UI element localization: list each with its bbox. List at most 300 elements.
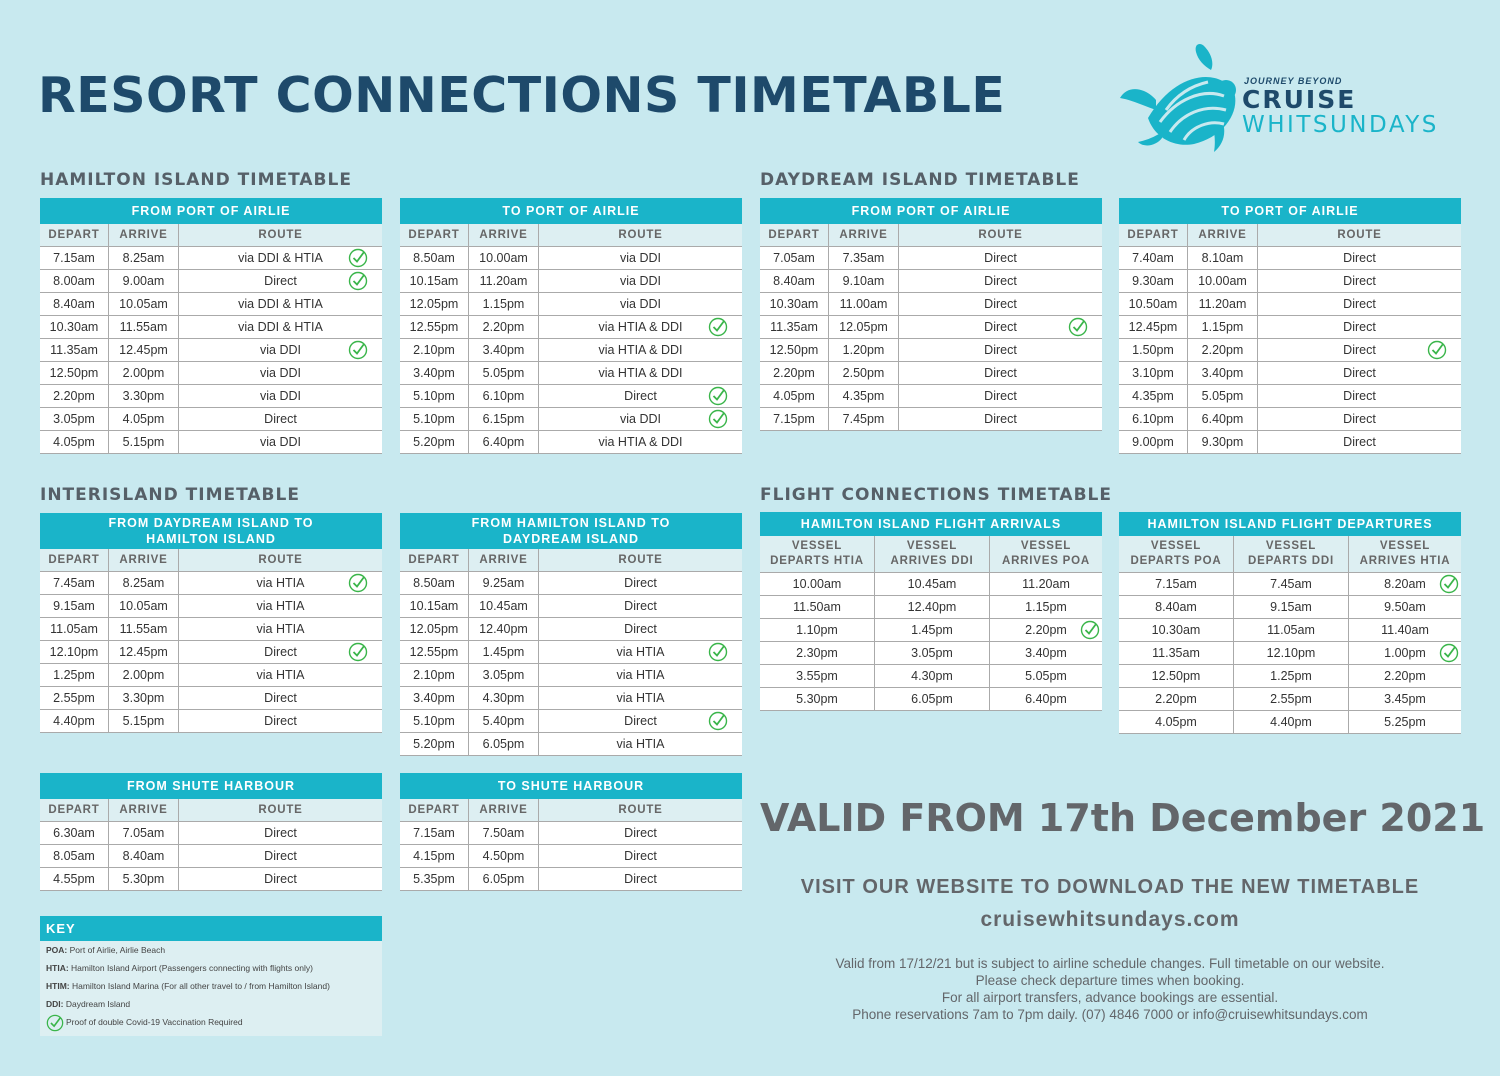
col-line: VESSEL	[1379, 540, 1431, 552]
depart-cell: 10.15am	[400, 595, 469, 617]
table-row	[400, 710, 742, 733]
column-header-row	[1119, 536, 1461, 573]
route-cell	[179, 431, 382, 453]
table-row	[400, 339, 742, 362]
route-text: via HTIA & DDI	[598, 320, 683, 334]
key-abbr: POA:	[46, 945, 68, 955]
route-text: Direct	[264, 826, 297, 840]
arrive-cell: 6.10pm	[469, 385, 539, 407]
website-link[interactable]: cruisewhitsundays.com	[980, 908, 1240, 931]
route-cell	[539, 247, 742, 269]
notes	[760, 955, 1460, 1023]
column-header-row	[400, 224, 742, 247]
table-row	[40, 362, 382, 385]
col-arrive: ARRIVE	[829, 224, 899, 246]
route-text: Direct	[624, 849, 657, 863]
note-line: Phone reservations 7am to 7pm daily. (07) 4846 7000 or info@cruisewhitsundays.com	[852, 1007, 1368, 1022]
route-cell	[539, 710, 742, 732]
route-text: Direct	[984, 251, 1017, 265]
depart-cell: 8.05am	[40, 845, 109, 867]
check-icon	[46, 1014, 64, 1032]
check-icon	[1439, 643, 1459, 663]
table-row	[1119, 247, 1461, 270]
time-text: 1.00pm	[1384, 646, 1426, 660]
arrive-cell: 6.15pm	[469, 408, 539, 430]
table-row	[760, 573, 1102, 596]
check-icon	[708, 711, 728, 731]
time-text: 1.15pm	[1025, 600, 1067, 614]
time-cell	[990, 573, 1102, 595]
route-cell	[539, 385, 742, 407]
depart-cell: 12.50pm	[760, 339, 829, 361]
depart-cell: 8.40am	[40, 293, 109, 315]
col-line: ARRIVES DDI	[890, 555, 974, 567]
route-text: Direct	[984, 297, 1017, 311]
time-cell	[990, 596, 1102, 618]
route-text: via HTIA	[616, 737, 665, 751]
arrive-cell: 4.50pm	[469, 845, 539, 867]
depart-cell: 12.55pm	[400, 316, 469, 338]
route-cell	[539, 845, 742, 867]
time-cell: 11.50am	[760, 596, 875, 618]
route-cell	[539, 362, 742, 384]
key-desc: Port of Airlie, Airlie Beach	[69, 945, 166, 955]
route-text: via HTIA & DDI	[598, 366, 683, 380]
flight-table	[1119, 512, 1461, 734]
time-text: 2.20pm	[1384, 669, 1426, 683]
check-icon	[348, 573, 368, 593]
table-row	[400, 408, 742, 431]
time-text: 3.40pm	[1025, 646, 1067, 660]
table-row	[40, 822, 382, 845]
table-title	[760, 512, 1102, 536]
arrive-cell: 2.50pm	[829, 362, 899, 384]
key-desc: Hamilton Island Marina (For all other travel to / from Hamilton Island)	[71, 981, 330, 991]
table-row	[760, 270, 1102, 293]
arrive-cell: 5.05pm	[1188, 385, 1258, 407]
depart-cell: 7.05am	[760, 247, 829, 269]
route-cell	[899, 247, 1102, 269]
arrive-cell: 8.25am	[109, 247, 179, 269]
arrive-cell: 8.40am	[109, 845, 179, 867]
table-row	[1119, 665, 1461, 688]
table-title	[1119, 512, 1461, 536]
valid-from: VALID FROM 17th December 2021	[760, 796, 1486, 840]
table-row	[760, 642, 1102, 665]
route-cell	[899, 339, 1102, 361]
arrive-cell: 2.20pm	[1188, 339, 1258, 361]
route-cell	[179, 293, 382, 315]
time-cell	[990, 619, 1102, 641]
note-line: Please check departure times when booking.	[975, 973, 1245, 988]
table-row	[40, 572, 382, 595]
arrive-cell: 9.10am	[829, 270, 899, 292]
time-cell	[990, 642, 1102, 664]
arrive-cell: 3.30pm	[109, 385, 179, 407]
time-cell: 7.45am	[1234, 573, 1349, 595]
route-cell	[1258, 316, 1461, 338]
logo-brand: CRUISE	[1242, 85, 1357, 114]
table-row	[40, 408, 382, 431]
col-route: ROUTE	[978, 228, 1023, 241]
depart-cell: 5.35pm	[400, 868, 469, 890]
column-header-row	[400, 549, 742, 572]
depart-cell: 11.05am	[40, 618, 109, 640]
route-text: Direct	[1343, 412, 1376, 426]
table-row	[760, 408, 1102, 431]
section-daydream: DAYDREAM ISLAND TIMETABLE	[760, 170, 1080, 190]
route-cell	[179, 618, 382, 640]
route-text: via DDI	[260, 389, 301, 403]
route-cell	[179, 687, 382, 709]
arrive-cell: 12.40pm	[469, 618, 539, 640]
col-line: VESSEL	[1020, 540, 1072, 552]
depart-cell: 3.05pm	[40, 408, 109, 430]
table-row	[400, 845, 742, 868]
route-cell	[179, 385, 382, 407]
table-row	[1119, 711, 1461, 734]
time-cell: 10.00am	[760, 573, 875, 595]
depart-cell: 6.30am	[40, 822, 109, 844]
key-item	[40, 941, 382, 959]
route-text: Direct	[1343, 343, 1376, 357]
table-row	[1119, 408, 1461, 431]
depart-cell: 12.55pm	[400, 641, 469, 663]
col-depart: DEPART	[400, 224, 469, 246]
table-title	[1119, 198, 1461, 224]
time-text: 11.20am	[1022, 577, 1070, 591]
depart-cell: 5.10pm	[400, 408, 469, 430]
table-row	[400, 316, 742, 339]
time-cell	[990, 665, 1102, 687]
table-row	[40, 868, 382, 891]
arrive-cell: 2.00pm	[109, 664, 179, 686]
check-icon	[708, 642, 728, 662]
table-row	[40, 687, 382, 710]
column-header-row	[400, 799, 742, 822]
arrive-cell: 5.30pm	[109, 868, 179, 890]
route-text: Direct	[264, 872, 297, 886]
table-title-line: TO SHUTE HARBOUR	[497, 779, 645, 793]
table-title	[400, 513, 742, 549]
col-line: VESSEL	[1150, 540, 1202, 552]
check-icon	[708, 317, 728, 337]
route-text: via HTIA	[256, 599, 305, 613]
table-title	[400, 773, 742, 799]
time-cell	[1349, 573, 1461, 595]
route-text: via DDI & HTIA	[238, 320, 323, 334]
table-row	[40, 618, 382, 641]
route-text: via DDI	[620, 412, 661, 426]
time-cell: 12.50pm	[1119, 665, 1234, 687]
table-row	[400, 733, 742, 756]
flight-col-header	[1349, 536, 1461, 572]
col-line: DEPARTS HTIA	[770, 555, 864, 567]
arrive-cell: 5.40pm	[469, 710, 539, 732]
depart-cell: 7.40am	[1119, 247, 1188, 269]
table-row	[400, 687, 742, 710]
route-text: Direct	[1343, 389, 1376, 403]
arrive-cell: 1.15pm	[1188, 316, 1258, 338]
time-cell: 6.05pm	[875, 688, 990, 710]
route-cell	[539, 868, 742, 890]
col-route: ROUTE	[618, 553, 663, 566]
col-route: ROUTE	[258, 803, 303, 816]
check-icon	[1068, 317, 1088, 337]
check-icon	[348, 271, 368, 291]
arrive-cell: 7.35am	[829, 247, 899, 269]
arrive-cell: 6.05pm	[469, 733, 539, 755]
arrive-cell: 11.55am	[109, 316, 179, 338]
depart-cell: 3.10pm	[1119, 362, 1188, 384]
arrive-cell: 1.15pm	[469, 293, 539, 315]
col-arrive: ARRIVE	[1188, 224, 1258, 246]
table-row	[400, 293, 742, 316]
route-text: via HTIA	[616, 691, 665, 705]
timetable	[400, 513, 742, 756]
time-text: 9.50am	[1384, 600, 1426, 614]
route-cell	[899, 362, 1102, 384]
route-text: Direct	[624, 872, 657, 886]
table-row	[1119, 293, 1461, 316]
time-text: 6.40pm	[1025, 692, 1067, 706]
arrive-cell: 4.30pm	[469, 687, 539, 709]
route-text: via HTIA	[256, 622, 305, 636]
time-cell: 1.45pm	[875, 619, 990, 641]
key-abbr: HTIA:	[46, 963, 69, 973]
time-cell	[1349, 596, 1461, 618]
col-arrive: ARRIVE	[109, 224, 179, 246]
route-text: Direct	[984, 343, 1017, 357]
table-row	[760, 385, 1102, 408]
route-text: Direct	[624, 714, 657, 728]
depart-cell: 4.40pm	[40, 710, 109, 732]
depart-cell: 9.00pm	[1119, 431, 1188, 453]
note-line: For all airport transfers, advance bookings are essential.	[941, 990, 1279, 1005]
table-row	[760, 619, 1102, 642]
depart-cell: 7.15am	[400, 822, 469, 844]
route-text: Direct	[624, 389, 657, 403]
table-row	[1119, 385, 1461, 408]
route-cell	[179, 822, 382, 844]
route-cell	[179, 845, 382, 867]
depart-cell: 5.10pm	[400, 710, 469, 732]
depart-cell: 6.10pm	[1119, 408, 1188, 430]
cruise-whitsundays-logo	[1116, 40, 1466, 155]
table-row	[1119, 270, 1461, 293]
table-row	[1119, 316, 1461, 339]
time-cell: 8.40am	[1119, 596, 1234, 618]
depart-cell: 5.20pm	[400, 733, 469, 755]
depart-cell: 5.10pm	[400, 385, 469, 407]
arrive-cell: 7.05am	[109, 822, 179, 844]
col-route: ROUTE	[618, 803, 663, 816]
depart-cell: 4.05pm	[760, 385, 829, 407]
key-item	[40, 977, 382, 995]
time-text: 2.20pm	[1025, 623, 1067, 637]
column-header-row	[40, 549, 382, 572]
route-cell	[1258, 408, 1461, 430]
route-cell	[179, 408, 382, 430]
arrive-cell: 6.40pm	[1188, 408, 1258, 430]
table-row	[40, 664, 382, 687]
route-text: via DDI	[620, 297, 661, 311]
time-cell: 3.55pm	[760, 665, 875, 687]
time-cell: 4.30pm	[875, 665, 990, 687]
table-row	[760, 362, 1102, 385]
col-line: ARRIVES HTIA	[1359, 555, 1451, 567]
table-row	[40, 316, 382, 339]
check-icon	[348, 340, 368, 360]
flight-table	[760, 512, 1102, 711]
route-text: via HTIA & DDI	[598, 435, 683, 449]
route-cell	[539, 293, 742, 315]
column-header-row	[40, 224, 382, 247]
time-cell: 12.40pm	[875, 596, 990, 618]
key-item	[40, 1013, 382, 1031]
col-line: VESSEL	[791, 540, 843, 552]
route-cell	[539, 408, 742, 430]
col-line: DEPARTS POA	[1130, 555, 1222, 567]
depart-cell: 12.10pm	[40, 641, 109, 663]
depart-cell: 12.05pm	[400, 618, 469, 640]
time-text: 3.45pm	[1384, 692, 1426, 706]
key-item	[40, 995, 382, 1013]
route-text: Direct	[264, 691, 297, 705]
route-text: Direct	[1343, 320, 1376, 334]
route-cell	[539, 431, 742, 453]
depart-cell: 1.50pm	[1119, 339, 1188, 361]
page-title: RESORT CONNECTIONS TIMETABLE	[38, 67, 1006, 124]
table-row	[760, 596, 1102, 619]
timetable	[40, 513, 382, 733]
section-hamilton: HAMILTON ISLAND TIMETABLE	[40, 170, 352, 190]
logo-tagline: JOURNEY BEYOND	[1244, 76, 1343, 86]
col-route: ROUTE	[1337, 228, 1382, 241]
route-cell	[539, 595, 742, 617]
depart-cell: 4.35pm	[1119, 385, 1188, 407]
col-arrive: ARRIVE	[469, 549, 539, 571]
col-depart: DEPART	[40, 799, 109, 821]
route-text: Direct	[984, 320, 1017, 334]
col-route: ROUTE	[258, 228, 303, 241]
depart-cell: 7.45am	[40, 572, 109, 594]
route-text: Direct	[624, 622, 657, 636]
depart-cell: 5.20pm	[400, 431, 469, 453]
depart-cell: 2.10pm	[400, 664, 469, 686]
timetable	[400, 198, 742, 454]
depart-cell: 3.40pm	[400, 362, 469, 384]
table-row	[760, 293, 1102, 316]
key-desc: Daydream Island	[65, 999, 131, 1009]
arrive-cell: 3.05pm	[469, 664, 539, 686]
route-cell	[179, 362, 382, 384]
col-route: ROUTE	[258, 553, 303, 566]
route-cell	[1258, 293, 1461, 315]
depart-cell: 4.05pm	[40, 431, 109, 453]
table-row	[400, 868, 742, 891]
time-cell	[1349, 665, 1461, 687]
arrive-cell: 12.05pm	[829, 316, 899, 338]
arrive-cell: 10.05am	[109, 293, 179, 315]
route-cell	[179, 572, 382, 594]
table-row	[40, 270, 382, 293]
section-flight: FLIGHT CONNECTIONS TIMETABLE	[760, 485, 1112, 505]
arrive-cell: 8.10am	[1188, 247, 1258, 269]
table-row	[400, 618, 742, 641]
time-text: 11.40am	[1381, 623, 1429, 637]
table-row	[760, 688, 1102, 711]
depart-cell: 4.15pm	[400, 845, 469, 867]
col-arrive: ARRIVE	[469, 799, 539, 821]
arrive-cell: 10.00am	[1188, 270, 1258, 292]
arrive-cell: 9.30pm	[1188, 431, 1258, 453]
route-text: Direct	[264, 849, 297, 863]
route-cell	[179, 595, 382, 617]
arrive-cell: 10.05am	[109, 595, 179, 617]
depart-cell: 10.15am	[400, 270, 469, 292]
table-row	[40, 339, 382, 362]
table-row	[40, 710, 382, 733]
check-icon	[1439, 574, 1459, 594]
route-text: Direct	[984, 274, 1017, 288]
check-icon	[708, 386, 728, 406]
route-text: via DDI	[260, 435, 301, 449]
depart-cell: 1.25pm	[40, 664, 109, 686]
route-cell	[539, 618, 742, 640]
arrive-cell: 10.45am	[469, 595, 539, 617]
table-title-line: HAMILTON ISLAND	[146, 532, 276, 546]
time-cell: 4.40pm	[1234, 711, 1349, 733]
route-cell	[899, 316, 1102, 338]
time-cell: 1.10pm	[760, 619, 875, 641]
route-cell	[179, 316, 382, 338]
time-cell: 10.30am	[1119, 619, 1234, 641]
arrive-cell: 9.00am	[109, 270, 179, 292]
table-title-line: DAYDREAM ISLAND	[502, 532, 640, 546]
depart-cell: 8.50am	[400, 247, 469, 269]
table-row	[1119, 339, 1461, 362]
table-title-line: FROM PORT OF AIRLIE	[131, 204, 291, 218]
table-title-line: TO PORT OF AIRLIE	[502, 204, 640, 218]
key-abbr: HTIM:	[46, 981, 70, 991]
route-text: via DDI & HTIA	[238, 251, 323, 265]
check-icon	[348, 248, 368, 268]
time-cell: 4.05pm	[1119, 711, 1234, 733]
arrive-cell: 2.20pm	[469, 316, 539, 338]
arrive-cell: 5.15pm	[109, 431, 179, 453]
route-cell	[539, 664, 742, 686]
flight-col-header	[1234, 536, 1349, 572]
table-title-line: FROM SHUTE HARBOUR	[127, 779, 295, 793]
depart-cell: 2.10pm	[400, 339, 469, 361]
time-cell	[1349, 642, 1461, 664]
table-row	[400, 362, 742, 385]
route-text: Direct	[624, 826, 657, 840]
route-cell	[179, 270, 382, 292]
table-row	[1119, 431, 1461, 454]
col-depart: DEPART	[40, 224, 109, 246]
key-check-desc: Proof of double Covid-19 Vaccination Required	[66, 1017, 243, 1027]
table-row	[760, 316, 1102, 339]
route-cell	[179, 339, 382, 361]
route-cell	[179, 710, 382, 732]
time-cell: 2.55pm	[1234, 688, 1349, 710]
flight-col-header	[760, 536, 875, 572]
table-row	[400, 595, 742, 618]
route-cell	[1258, 247, 1461, 269]
table-title-line: TO PORT OF AIRLIE	[1221, 204, 1359, 218]
